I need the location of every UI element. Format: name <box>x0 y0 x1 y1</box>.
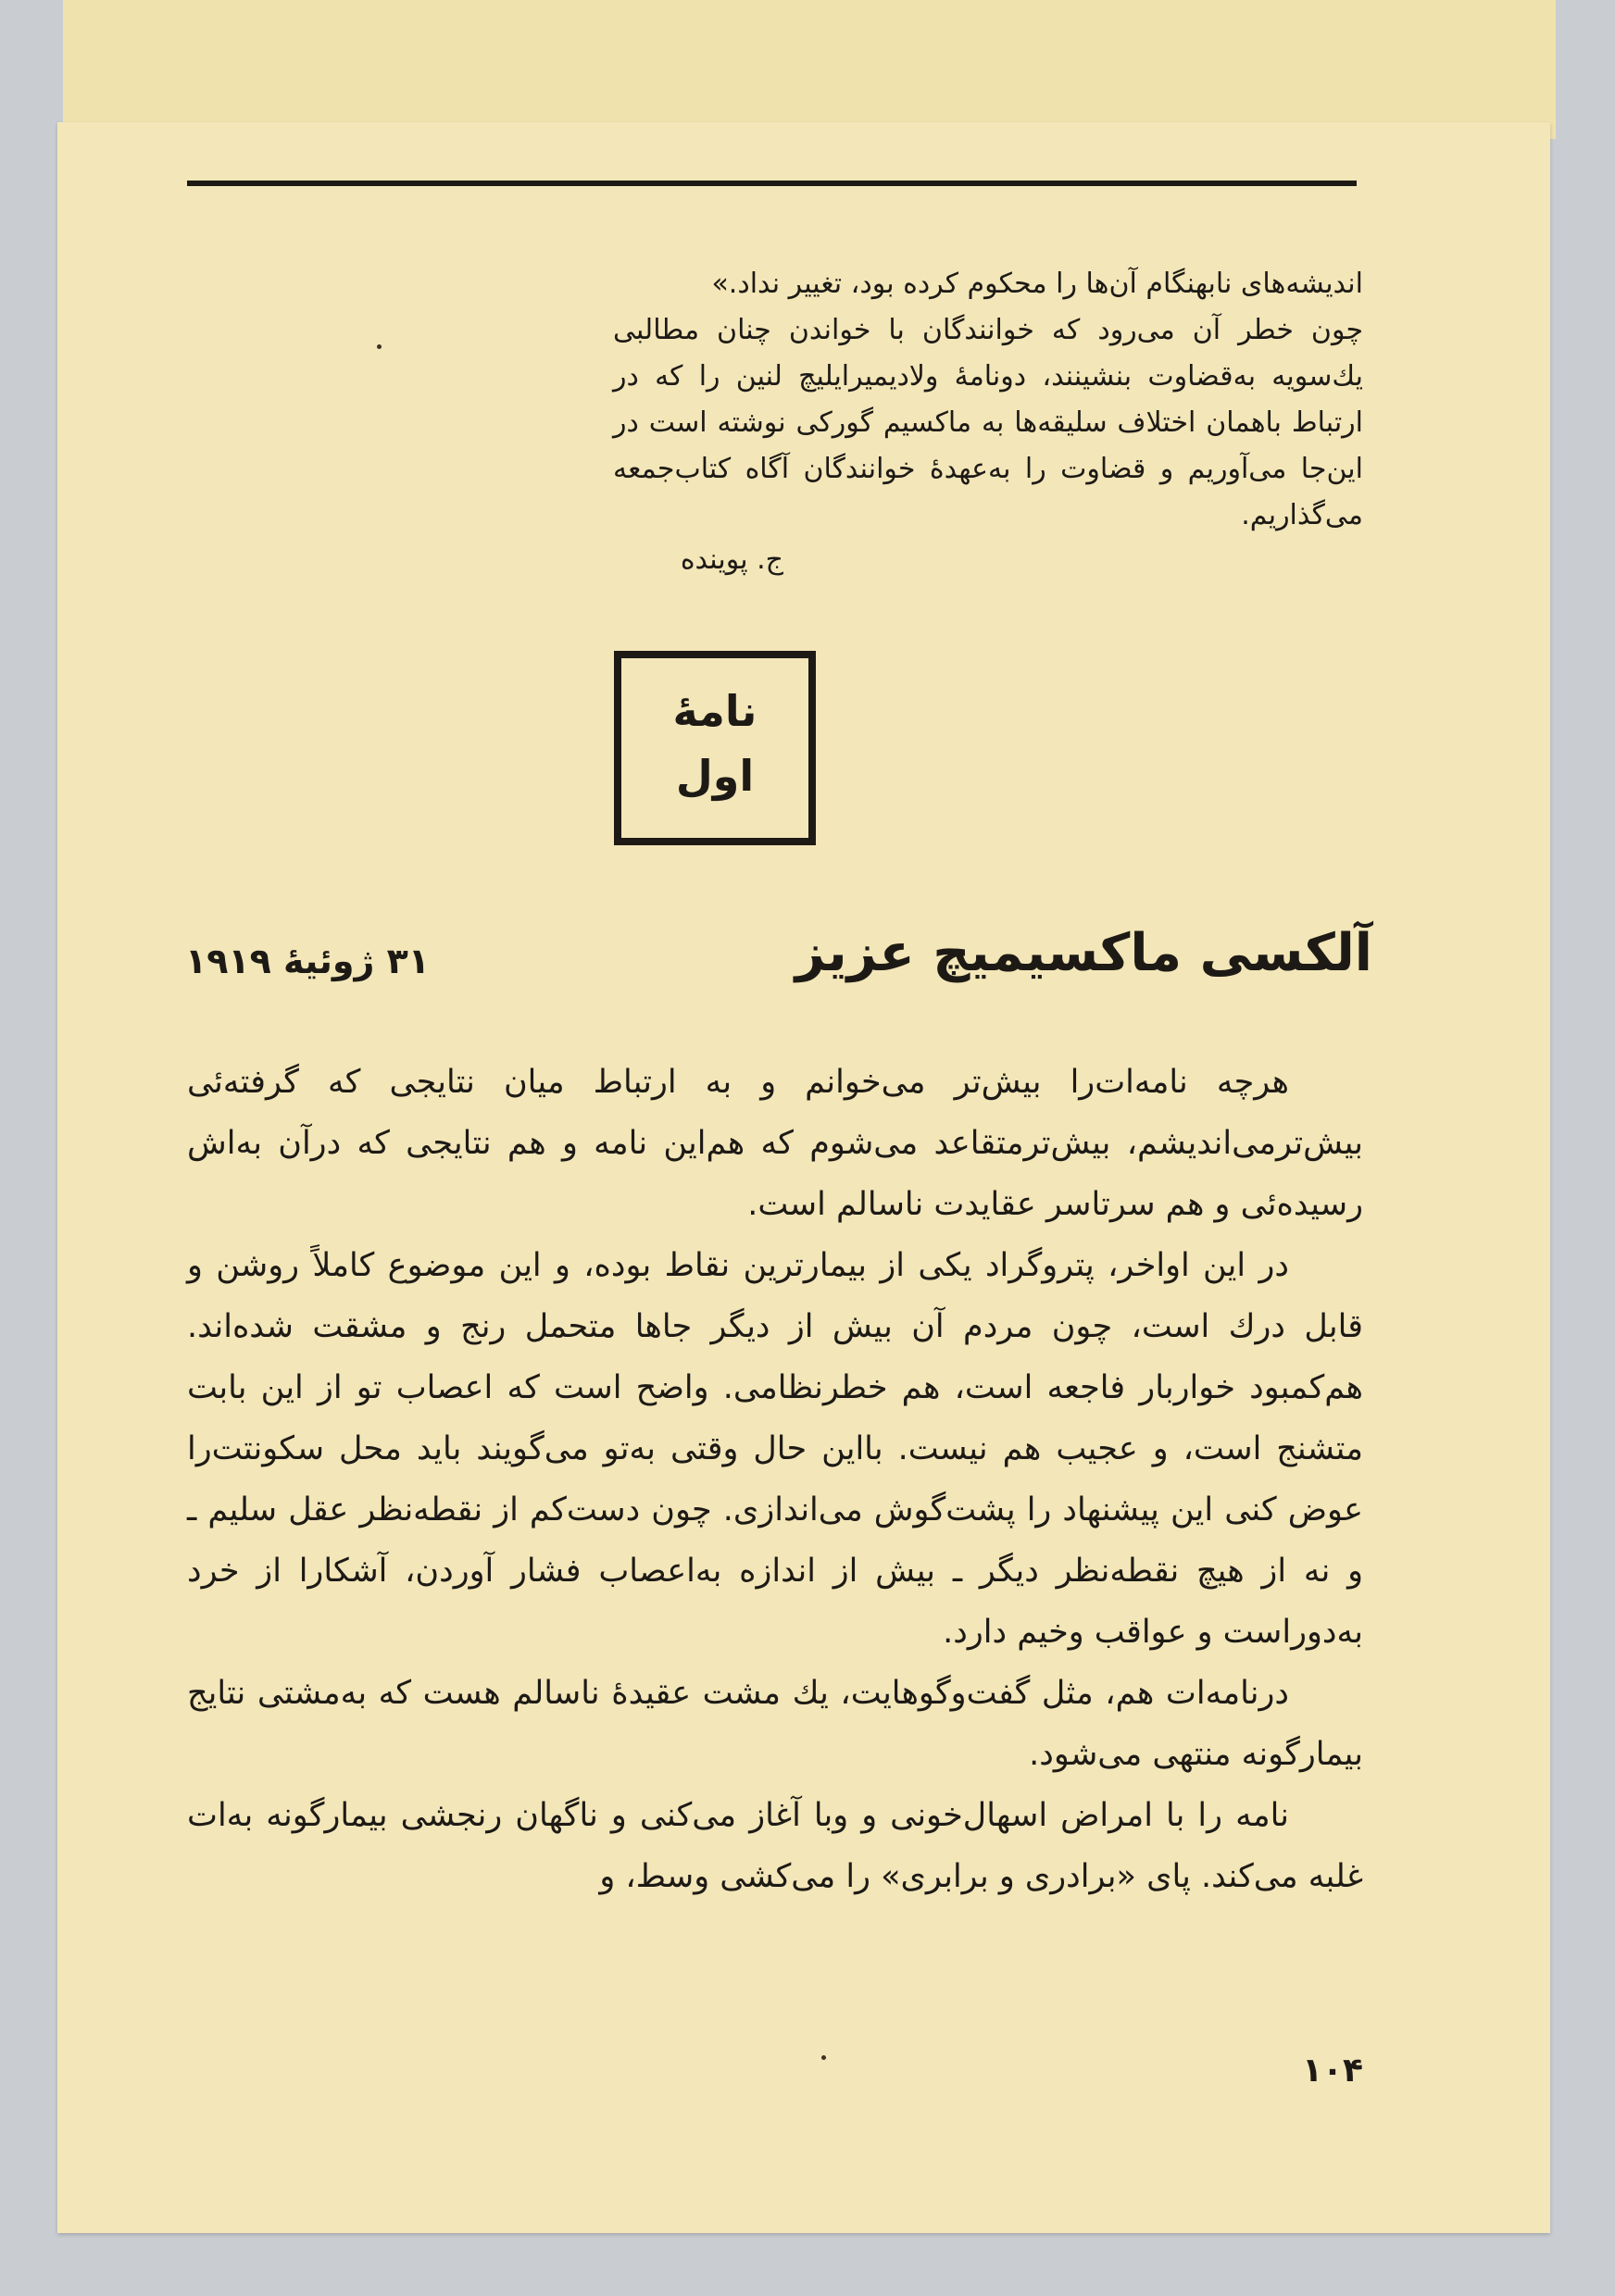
intro-text <box>613 261 1363 539</box>
paper-speck <box>377 344 382 349</box>
letter-title-line-2: اول <box>675 751 755 801</box>
header-rule <box>187 181 1357 186</box>
body-paragraph: درنامه‌ات هم، مثل گفت‌وگوهایت، یك مشت عقیدهٔ ناسالم هست که به‌مشتی نتایج بیمارگونه منتهی می‌شود. <box>187 1675 1363 1773</box>
letter-title-line-1: نامهٔ <box>672 686 757 736</box>
paper-speck <box>821 2055 826 2060</box>
author-signature: ج. پوینده <box>680 543 783 576</box>
body-paragraph: در این اواخر، پتروگراد یکی از بیمارترین نقاط بوده، و این موضوع کاملاً روشن و قابل درك است، چون مردم آن بیش از دیگر جاها متحمل رنج و مشقت شده‌اند. هم‌کمبود خواربار فاجعه است، هم خطرنظامی. واضح است که اعصاب تو از این بابت متشنج است، و عجیب هم نیست. بااین حال وقتی به‌تو می‌گویند باید محل سکونتت‌را عوض کنی این پیشنهاد را پشت‌گوش می‌اندازی. چون دست‌کم از نقطه‌نظر عقل سلیم ـ و نه از هیچ نقطه‌نظر دیگر ـ بیش از اندازه به‌اعصاب فشار آوردن، آشکارا از خرد به‌دوراست و عواقب وخیم دارد. <box>187 1247 1363 1651</box>
letter-body <box>187 1052 1363 1907</box>
intro-paragraph: چون خطر آن می‌رود که خوانندگان با خواندن چنان مطالبی یك‌سویه به‌قضاوت بنشینند، دونامهٔ ولادیمیرایلیچ لنین را که در ارتباط باهمان اختلاف سلیقه‌ها به ماکسیم گورکی نوشته است در این‌جا می‌آوریم و قضاوت را به‌عهدهٔ خوانندگان آگاه کتاب‌جمعه می‌گذاریم. <box>613 314 1363 531</box>
body-paragraph: نامه را با امراض اسهال‌خونی و وبا آغاز می‌کنی و ناگهان رنجشی بیمارگونه به‌ات غلبه می‌کند. پای «برادری و برابری» را می‌کشی وسط، و <box>187 1797 1363 1895</box>
book-page <box>57 122 1550 2233</box>
letter-title-box <box>614 651 816 845</box>
body-paragraph: هرچه نامه‌ات‌را بیش‌تر می‌خوانم و به ارتباط میان نتایجی که گرفته‌ئی بیش‌ترمی‌اندیشم، بیش‌ترمتقاعد می‌شوم که هم‌این نامه و هم نتایجی که درآن به‌اش رسیده‌ئی و هم سرتاسر عقایدت ناسالم است. <box>187 1064 1363 1223</box>
previous-page-edge <box>63 0 1556 139</box>
intro-paragraph: اندیشه‌های نابهنگام آن‌ها را محکوم کرده بود، تغییر نداد.» <box>711 268 1363 300</box>
letter-date: ۳۱ ژوئیهٔ ۱۹۱۹ <box>185 941 430 981</box>
page-number: ۱۰۴ <box>1302 2052 1363 2090</box>
letter-salutation: آلکسی ماکسیمیچ عزیز <box>795 923 1372 983</box>
